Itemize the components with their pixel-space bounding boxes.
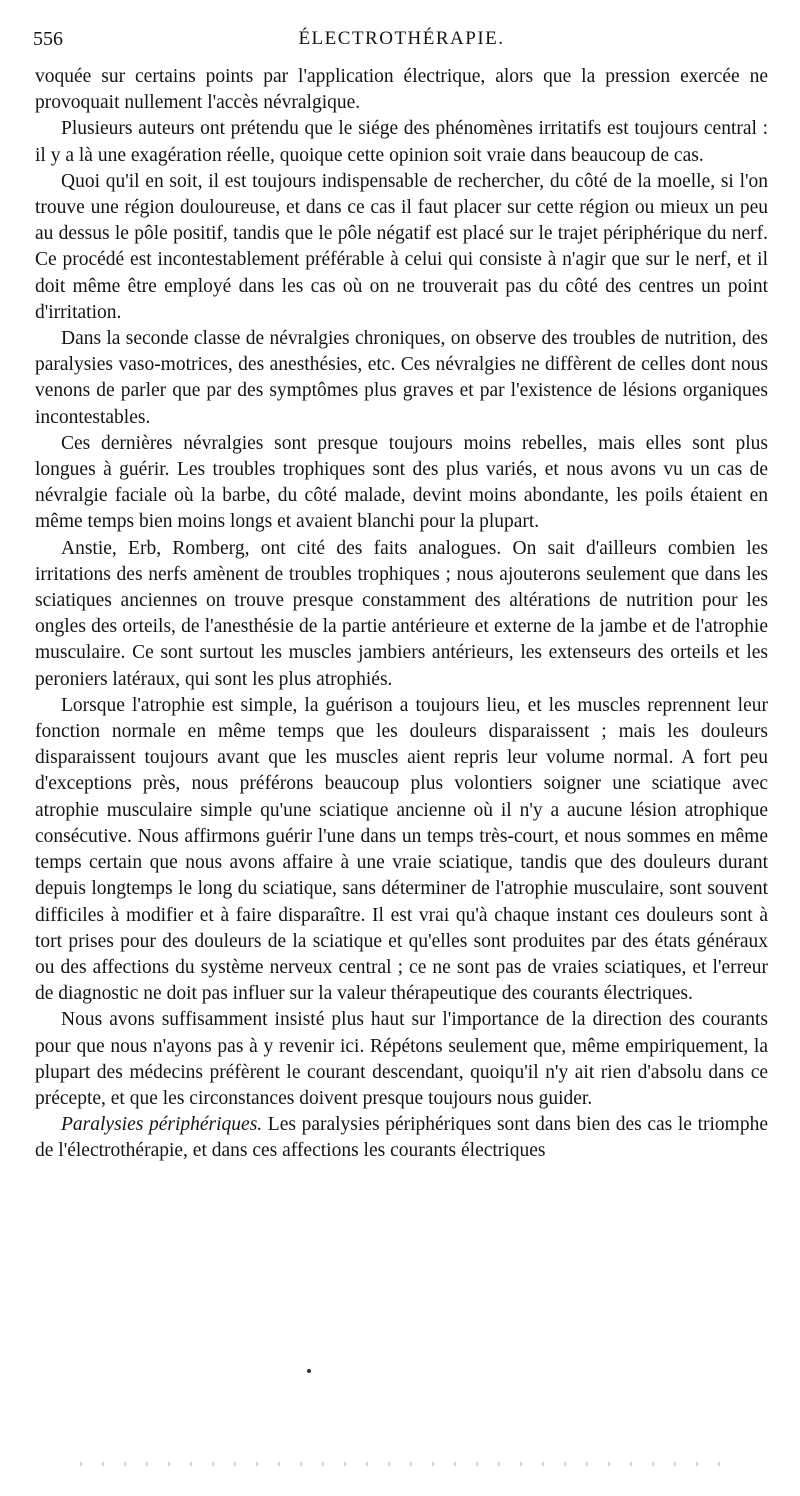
paragraph: Lorsque l'atrophie est simple, la guérison a toujours lieu, et les muscles reprennent leur fonction normale en même temps que les douleurs disparaissent ; mais les douleurs disparaissent toujours avant que les muscles aient repris leur volume normal. A fort peu d'exceptions près, nous préférons beaucoup plus volontiers soigner une sciatique avec atrophie musculaire simple qu'une sciatique ancienne où il n'y a aucune lésion atrophique consécutive. Nous affirmons guérir l'une dans un temps très-court, et nous sommes en même temps certain que nous avons affaire à une vraie sciatique, tandis que des douleurs durant depuis longtemps le long du sciatique, sans déterminer de l'atrophie musculaire, sont souvent difficiles à modifier et à faire disparaître. Il est vrai qu'à chaque instant ces douleurs sont à tort prises pour des douleurs de la sciatique et qu'elles sont produites par des états généraux ou des affections du système nerveux central ; ce ne sont pas de vraies sciatiques, et l'erreur de diagnostic ne doit pas influer sur la valeur thérapeutique des courants électriques. [35,694,768,1005]
page-number: 556 [33,28,63,50]
print-speck [307,1369,311,1373]
paragraph-text: Les paralysies périphériques sont dans bien des cas le triomphe de l'électrothérapie, et dans ces affections les courants électriques [35,1114,768,1162]
running-title: ÉLECTROTHÉRAPIE. [298,28,505,49]
paragraph: Quoi qu'il en soit, il est toujours indispensable de rechercher, du côté de la moelle, si l'on trouve une région douloureuse, et dans ce cas il faut placer sur cette région ou mieux un peu au dessus le pôle positif, tandis que le pôle négatif est placé sur le trajet périphérique du nerf. Ce procédé est incontestablement préférable à celui qui consiste à n'agir que sur le nerf, et il doit même être employé dans les cas où on ne trouverait pas du côté des centres un point d'irritation. [35,170,768,323]
paragraph: Nous avons suffisamment insisté plus haut sur l'importance de la direction des courants pour que nous n'ayons pas à y revenir ici. Répétons seulement que, même empiriquement, la plupart des médecins préfèrent le courant descendant, quoiqu'il n'y ait rien d'absolu dans ce précepte, et que les circonstances doivent presque toujours nous guider. [35,1009,768,1109]
page-header [33,28,770,54]
paragraph: voquée sur certains points par l'application électrique, alors que la pression exercée ne provoquait nullement l'accès névralgique. [35,66,768,114]
paragraph-section-start [35,1112,768,1164]
scan-noise-line [80,1462,740,1466]
paragraph: Anstie, Erb, Romberg, ont cité des faits analogues. On sait d'ailleurs combien les irritations des nerfs amènent de troubles trophiques ; nous ajouterons seulement que dans les sciatiques anciennes on trouve presque constamment des altérations de nutrition pour les ongles des orteils, de l'anesthésie de la partie antérieure et externe de la jambe et de l'atrophie musculaire. Ce sont surtout les muscles jambiers antérieurs, les extenseurs des orteils et les peroniers latéraux, qui sont les plus atrophiés. [35,537,768,690]
body-text [35,64,768,1165]
paragraph: Dans la seconde classe de névralgies chroniques, on observe des troubles de nutrition, des paralysies vaso-motrices, des anesthésies, etc. Ces névralgies ne diffèrent de celles dont nous venons de parler que par des symptômes plus graves et par l'existence de lésions organiques incontestables. [35,328,768,428]
section-heading-inline: Paralysies périphériques. [61,1114,263,1136]
paragraph: Plusieurs auteurs ont prétendu que le siége des phénomènes irritatifs est toujours central : il y a là une exagération réelle, quoique cette opinion soit vraie dans beaucoup de cas. [35,118,768,166]
paragraph: Ces dernières névralgies sont presque toujours moins rebelles, mais elles sont plus longues à guérir. Les troubles trophiques sont des plus variés, et nous avons vu un cas de névralgie faciale où la barbe, du côté malade, devint moins abondante, les poils étaient en même temps bien moins longs et avaient blanchi pour la plupart. [35,432,768,533]
